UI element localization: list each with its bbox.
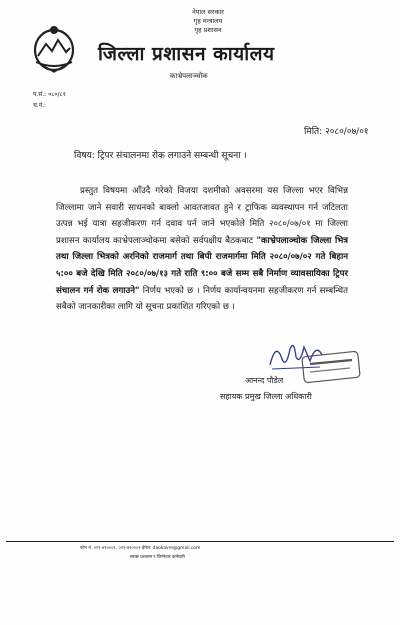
footer-contact: फोन नं. ०११-४९०००१, ०११-४९०००२ ईमेल: daokavre@gmail.com — [80, 546, 201, 551]
nepal-emblem-icon — [30, 22, 78, 74]
signatory-designation: सहायक प्रमुख जिल्ला अधिकारी — [220, 392, 312, 401]
chalani-number: च.नं.: — [33, 102, 46, 109]
official-stamp-icon — [300, 350, 362, 384]
office-title: जिल्ला प्रशासन कार्यालय — [98, 43, 275, 65]
letter-subject: विषय: ट्रिपर संचालनमा रोक लगाउने सम्बन्धी सूचना । — [74, 151, 247, 161]
ministry-line-1: नेपाल सरकार — [192, 8, 224, 16]
letter-date: मिति: २०८०/०७/०१ — [304, 127, 369, 137]
body-part-1: प्रस्तुत विषयमा आँउदै गरेको विजया दशमीको अवसरमा यस जिल्ला भएर विभिन्न जिल्लामा जाने सवारी साधनको बाक्लो आवतजावत हुने र ट्राफिक व्यवस्थापन गर्न जटिलता उत्पन्न भई यात्रा सहजीकरण गर्न दवाव पर्न जाने भएकोले मिति २०८०/०७/०१ मा जिल्ला प्रशासन कार्यालय काभ्रेपलाञ्चोकमा बसेको सर्वपक्षीय बैठकबाट — [56, 186, 348, 246]
footer-divider — [6, 541, 394, 542]
footer-slogan: स्वच्छ प्रशासन र जिम्मेवार कर्मचारी — [130, 555, 185, 560]
body-decision-bold: "काभ्रेपलाञ्चोक जिल्ला भित्र तथा जिल्ला भित्रको अरनिको राजमार्ग तथा बिपी राजमार्गमा मिति २०८०/०७/०२ गते बिहान ५:०० बजे देखि मिति २०८०/०७/१३ गते राति ९:०० बजे सम्म सबै निर्माण व्यावसायिका ट्रिपर संचालन गर्न रोक लगाउने" — [56, 235, 348, 296]
ministry-line-2: गृह मन्त्रालय — [193, 17, 223, 25]
letter-body — [56, 183, 348, 316]
body-part-2: निर्णय भएको छ । निर्णय कार्यान्वयनमा सहजीकरण गर्न सम्बन्धित सबैको जानकारीका लागि यो सूचना प्रकाशित गरिएको छ । — [56, 285, 348, 313]
ministry-header — [172, 8, 244, 35]
ministry-line-3: गृह प्रशासन — [194, 26, 222, 34]
reference-number: प.सं.: ०८०/८१ — [33, 91, 66, 98]
signatory-name: आनन्द पौडेल — [245, 376, 284, 385]
office-location: काभ्रेपलाञ्चोक — [170, 72, 208, 80]
